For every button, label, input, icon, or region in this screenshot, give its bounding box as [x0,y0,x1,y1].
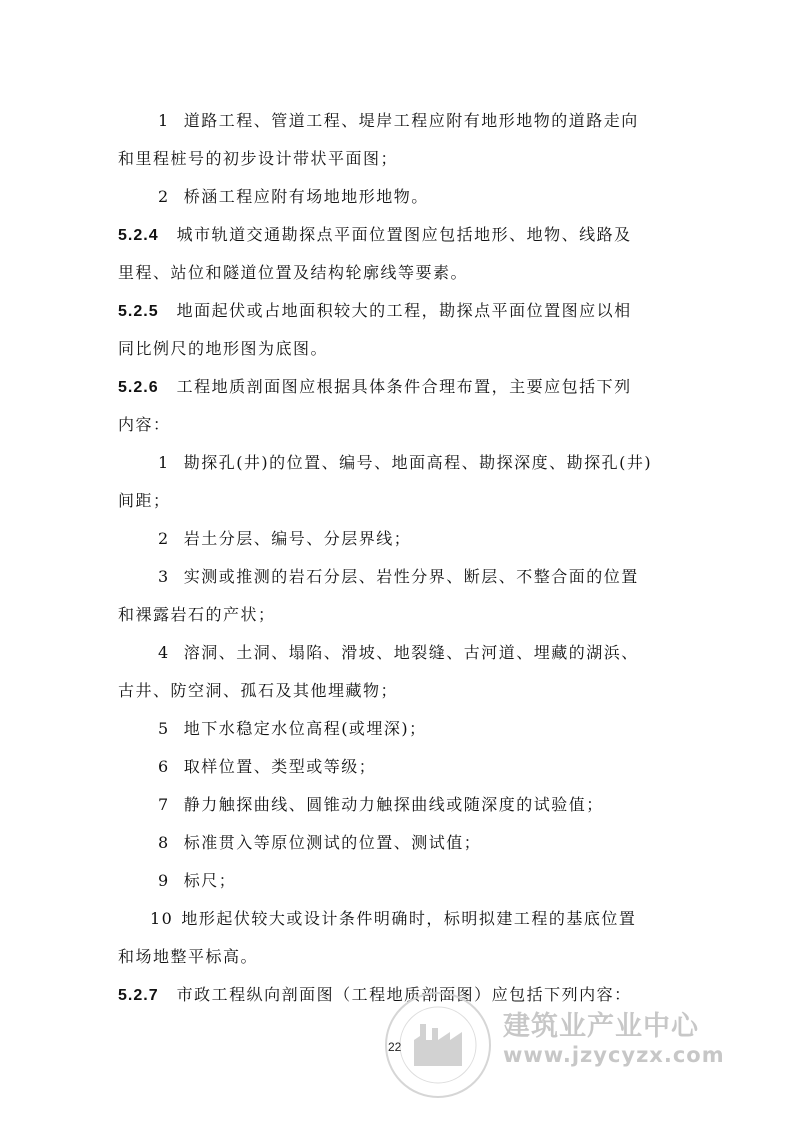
item-line: 1 勘探孔(井)的位置、编号、地面高程、勘探深度、勘探孔(井) [158,453,653,472]
item-line: 8 标准贯入等原位测试的位置、测试值； [158,833,482,852]
clause-line-cont: 里程、站位和隧道位置及结构轮廓线等要素。 [118,263,469,282]
page-number: 22 [388,1040,402,1054]
clause-5-2-4: 5.2.4 城市轨道交通勘探点平面位置图应包括地形、地物、线路及 [118,225,632,244]
item-line: 7 静力触探曲线、圆锥动力触探曲线或随深度的试验值； [158,795,604,814]
item-line: 2 岩土分层、编号、分层界线； [158,529,412,548]
item-line-cont: 和裸露岩石的产状； [118,605,276,624]
item-line: 2 桥涵工程应附有场地地形地物。 [158,187,429,206]
item-line: 6 取样位置、类型或等级； [158,757,377,776]
watermark-url: www.jzycyzx.com [503,1043,725,1067]
factory-icon [414,1024,462,1066]
item-line: 1 道路工程、管道工程、堤岸工程应附有地形地物的道路走向 [158,111,639,130]
item-line: 9 标尺； [158,871,237,890]
item-line: 3 实测或推测的岩石分层、岩性分界、断层、不整合面的位置 [158,567,639,586]
clause-5-2-6: 5.2.6 工程地质剖面图应根据具体条件合理布置，主要应包括下列 [118,377,632,396]
item-line-cont: 古井、防空洞、孤石及其他埋藏物； [118,681,399,700]
clause-line-cont: 内容： [118,415,171,434]
clause-5-2-7: 5.2.7 市政工程纵向剖面图（工程地质剖面图）应包括下列内容： [118,985,632,1004]
watermark-name: 建筑业产业中心 [503,1011,699,1042]
item-line: 10 地形起伏较大或设计条件明确时，标明拟建工程的基底位置 [150,909,637,928]
item-line: 4 溶洞、土洞、塌陷、滑坡、地裂缝、古河道、埋藏的湖浜、 [158,643,639,662]
item-line: 5 地下水稳定水位高程(或埋深)； [158,719,427,738]
item-line-cont: 和场地整平标高。 [118,947,259,966]
item-line-cont: 和里程桩号的初步设计带状平面图； [118,149,399,168]
item-line-cont: 间距； [118,491,171,510]
clause-5-2-5: 5.2.5 地面起伏或占地面积较大的工程，勘探点平面位置图应以相 [118,301,632,320]
clause-line-cont: 同比例尺的地形图为底图。 [118,339,329,358]
